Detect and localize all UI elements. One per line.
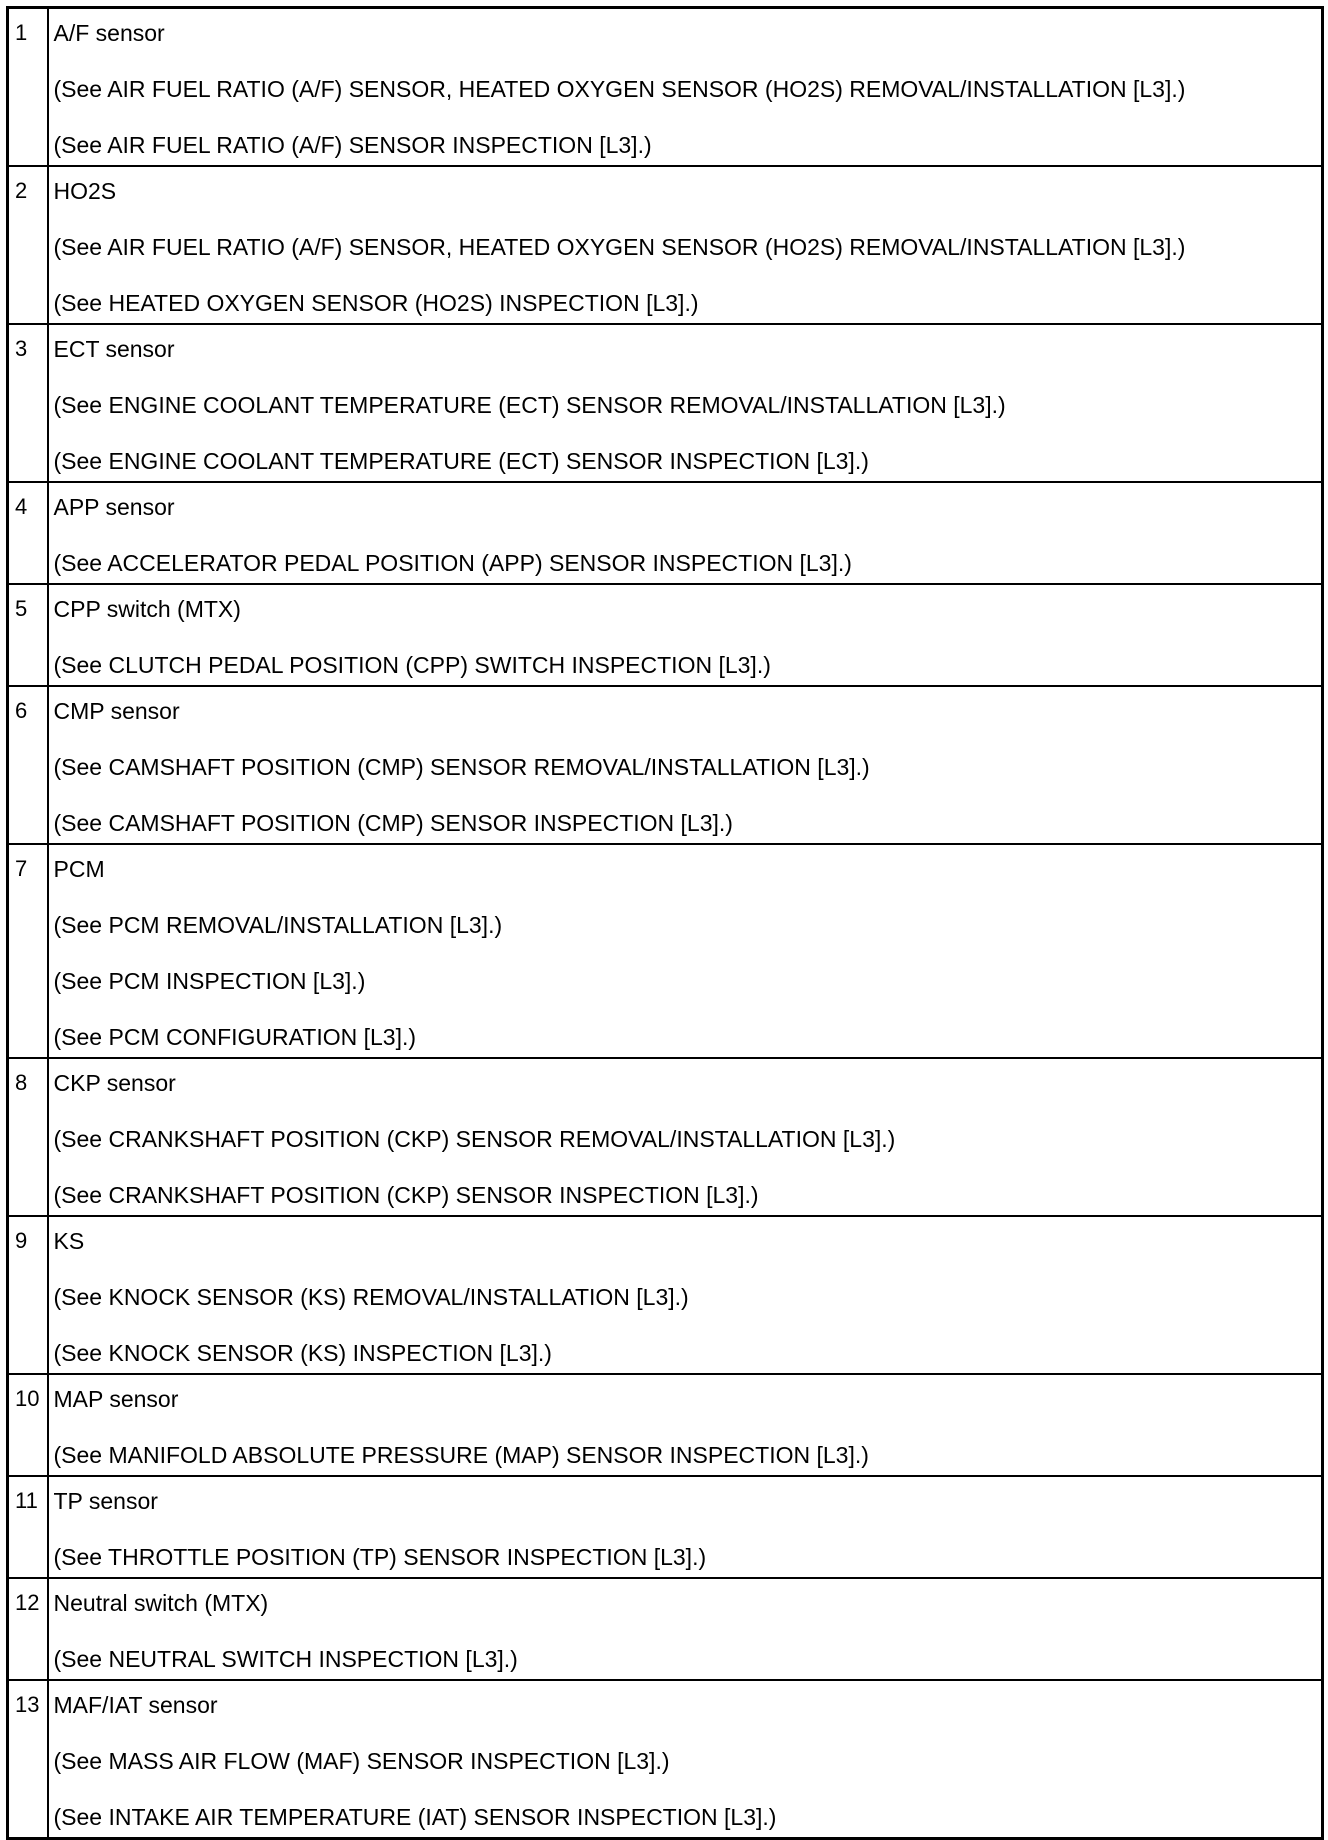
procedure-reference-link[interactable]: (See AIR FUEL RATIO (A/F) SENSOR, HEATED OXYGEN SENSOR (HO2S) REMOVAL/INSTALLATION [L3].) <box>53 76 1186 102</box>
item-content <box>48 1680 1323 1839</box>
procedure-reference-link[interactable]: (See PCM REMOVAL/INSTALLATION [L3].) <box>53 912 503 938</box>
part-name: CMP sensor <box>53 698 180 724</box>
procedure-reference-link[interactable]: (See KNOCK SENSOR (KS) INSPECTION [L3].) <box>53 1340 552 1366</box>
item-content <box>48 324 1323 482</box>
procedure-reference-link[interactable]: (See AIR FUEL RATIO (A/F) SENSOR, HEATED OXYGEN SENSOR (HO2S) REMOVAL/INSTALLATION [L3].) <box>53 234 1186 260</box>
row-spacer <box>54 1671 1322 1679</box>
table-row <box>8 686 1323 844</box>
table-row <box>8 844 1323 1058</box>
row-spacer <box>54 1365 1322 1373</box>
item-number: 6 <box>8 686 48 844</box>
part-name: MAF/IAT sensor <box>53 1692 218 1718</box>
table-body <box>8 8 1323 1839</box>
procedure-reference-link[interactable]: (See ENGINE COOLANT TEMPERATURE (ECT) SENSOR REMOVAL/INSTALLATION [L3].) <box>53 392 1006 418</box>
procedure-reference-link[interactable]: (See CRANKSHAFT POSITION (CKP) SENSOR REMOVAL/INSTALLATION [L3].) <box>53 1126 896 1152</box>
table-row <box>8 1680 1323 1839</box>
procedure-reference-link[interactable]: (See NEUTRAL SWITCH INSPECTION [L3].) <box>53 1646 518 1672</box>
part-name: TP sensor <box>53 1488 158 1514</box>
part-name: HO2S <box>53 178 117 204</box>
item-content <box>48 1578 1323 1680</box>
item-content <box>48 584 1323 686</box>
procedure-reference-link[interactable]: (See AIR FUEL RATIO (A/F) SENSOR INSPECTION [L3].) <box>53 132 652 158</box>
part-name: ECT sensor <box>53 336 175 362</box>
procedure-reference-link[interactable]: (See MANIFOLD ABSOLUTE PRESSURE (MAP) SENSOR INSPECTION [L3].) <box>53 1442 869 1468</box>
row-spacer <box>54 835 1322 843</box>
table-row <box>8 1578 1323 1680</box>
table-row <box>8 1476 1323 1578</box>
item-number: 1 <box>8 8 48 167</box>
procedure-reference-link[interactable]: (See KNOCK SENSOR (KS) REMOVAL/INSTALLATION [L3].) <box>53 1284 689 1310</box>
procedure-reference-link[interactable]: (See PCM INSPECTION [L3].) <box>53 968 366 994</box>
part-name: A/F sensor <box>53 20 165 46</box>
table-row <box>8 482 1323 584</box>
procedure-reference-link[interactable]: (See THROTTLE POSITION (TP) SENSOR INSPECTION [L3].) <box>53 1544 707 1570</box>
procedure-reference-link[interactable]: (See ACCELERATOR PEDAL POSITION (APP) SENSOR INSPECTION [L3].) <box>53 550 852 576</box>
procedure-reference-link[interactable]: (See INTAKE AIR TEMPERATURE (IAT) SENSOR INSPECTION [L3].) <box>53 1804 777 1830</box>
item-content <box>48 1216 1323 1374</box>
item-content <box>48 1058 1323 1216</box>
part-name: CPP switch (MTX) <box>53 596 241 622</box>
row-spacer <box>54 1467 1322 1475</box>
procedure-reference-link[interactable]: (See CLUTCH PEDAL POSITION (CPP) SWITCH INSPECTION [L3].) <box>53 652 771 678</box>
procedure-reference-link[interactable]: (See ENGINE COOLANT TEMPERATURE (ECT) SENSOR INSPECTION [L3].) <box>53 448 869 474</box>
item-content <box>48 166 1323 324</box>
row-spacer <box>54 473 1322 481</box>
procedure-reference-link[interactable]: (See CRANKSHAFT POSITION (CKP) SENSOR INSPECTION [L3].) <box>53 1182 759 1208</box>
part-name: MAP sensor <box>53 1386 179 1412</box>
table-row <box>8 324 1323 482</box>
item-number: 7 <box>8 844 48 1058</box>
item-number: 10 <box>8 1374 48 1476</box>
table-row <box>8 584 1323 686</box>
part-name: CKP sensor <box>53 1070 176 1096</box>
part-name: APP sensor <box>53 494 175 520</box>
row-spacer <box>54 1207 1322 1215</box>
item-number: 2 <box>8 166 48 324</box>
part-name: Neutral switch (MTX) <box>53 1590 269 1616</box>
item-content <box>48 1476 1323 1578</box>
item-content <box>48 686 1323 844</box>
component-reference-table <box>6 6 1324 1840</box>
item-number: 9 <box>8 1216 48 1374</box>
row-spacer <box>54 575 1322 583</box>
item-number: 8 <box>8 1058 48 1216</box>
procedure-reference-link[interactable]: (See CAMSHAFT POSITION (CMP) SENSOR REMOVAL/INSTALLATION [L3].) <box>53 754 870 780</box>
row-spacer <box>54 315 1322 323</box>
procedure-reference-link[interactable]: (See HEATED OXYGEN SENSOR (HO2S) INSPECTION [L3].) <box>53 290 699 316</box>
item-content <box>48 844 1323 1058</box>
procedure-reference-link[interactable]: (See MASS AIR FLOW (MAF) SENSOR INSPECTION [L3].) <box>53 1748 670 1774</box>
part-name: KS <box>53 1228 85 1254</box>
item-number: 3 <box>8 324 48 482</box>
item-number: 5 <box>8 584 48 686</box>
part-name: PCM <box>53 856 105 882</box>
item-number: 13 <box>8 1680 48 1839</box>
table-row <box>8 1216 1323 1374</box>
item-content <box>48 1374 1323 1476</box>
item-number: 4 <box>8 482 48 584</box>
item-content <box>48 8 1323 167</box>
row-spacer <box>54 1049 1322 1057</box>
item-number: 11 <box>8 1476 48 1578</box>
procedure-reference-link[interactable]: (See CAMSHAFT POSITION (CMP) SENSOR INSPECTION [L3].) <box>53 810 733 836</box>
table-row <box>8 8 1323 167</box>
procedure-reference-link[interactable]: (See PCM CONFIGURATION [L3].) <box>53 1024 417 1050</box>
table-row <box>8 1058 1323 1216</box>
row-spacer <box>54 1829 1322 1837</box>
row-spacer <box>54 157 1322 165</box>
item-content <box>48 482 1323 584</box>
row-spacer <box>54 1569 1322 1577</box>
table-row <box>8 166 1323 324</box>
row-spacer <box>54 677 1322 685</box>
item-number: 12 <box>8 1578 48 1680</box>
table-row <box>8 1374 1323 1476</box>
